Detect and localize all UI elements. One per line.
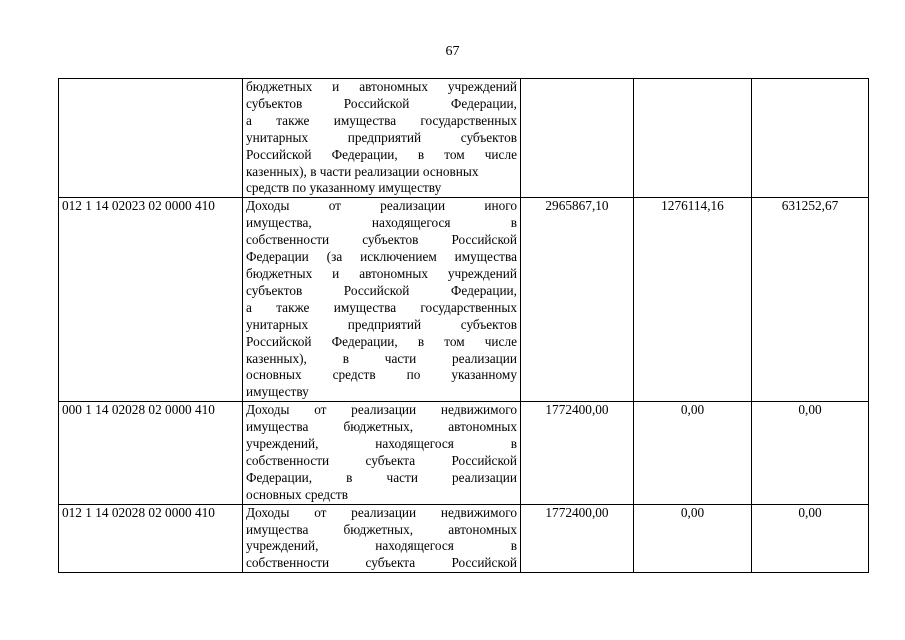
revenue-name-line: Федерации, в части реализации <box>246 469 517 485</box>
budget-revenue-table <box>58 78 869 573</box>
revenue-name-line: унитарных предприятий субъектов <box>246 316 517 332</box>
amount-year2-cell: 1276114,16 <box>634 198 752 402</box>
revenue-name-line: казенных), в части реализации <box>246 350 517 366</box>
revenue-name-line: а также имущества государственных <box>246 299 517 315</box>
revenue-name-line: основных средств <box>246 486 348 502</box>
revenue-name-line: имущества бюджетных, автономных <box>246 521 517 537</box>
revenue-name-line: Российской Федерации, в том числе <box>246 333 517 349</box>
table-row <box>59 198 869 402</box>
revenue-name-line: Федерации (за исключением имущества <box>246 249 517 265</box>
revenue-name-line: субъектов Российской Федерации, <box>246 95 517 111</box>
revenue-name-line: собственности субъекта Российской <box>246 452 517 468</box>
amount-year1-cell: 1772400,00 <box>521 402 634 504</box>
page-number: 67 <box>445 44 460 59</box>
amount-year1-cell <box>521 79 634 198</box>
revenue-name-line: собственности субъектов Российской <box>246 232 517 248</box>
amount-year2-cell: 0,00 <box>634 402 752 504</box>
revenue-name-line: казенных), в части реализации основных <box>246 163 479 179</box>
table-row <box>59 79 869 198</box>
amount-year3-cell: 0,00 <box>752 402 869 504</box>
amount-year2-cell: 0,00 <box>634 504 752 573</box>
table-row <box>59 504 869 573</box>
revenue-name-line: имущества, находящегося в <box>246 215 517 231</box>
revenue-name-cell <box>243 198 521 402</box>
revenue-name-cell <box>243 79 521 198</box>
amount-year1-cell: 2965867,10 <box>521 198 634 402</box>
revenue-name-line: Доходы от реализации недвижимого <box>246 402 517 418</box>
revenue-name-line: субъектов Российской Федерации, <box>246 282 517 298</box>
revenue-name-cell <box>243 504 521 573</box>
budget-code-cell: 000 1 14 02028 02 0000 410 <box>59 402 243 504</box>
revenue-name-line: учреждений, находящегося в <box>246 538 517 554</box>
revenue-name-line: а также имущества государственных <box>246 112 517 128</box>
revenue-name-line: учреждений, находящегося в <box>246 436 517 452</box>
revenue-name-line: бюджетных и автономных учреждений <box>246 265 517 281</box>
revenue-name-line: собственности субъекта Российской <box>246 555 517 571</box>
amount-year3-cell: 0,00 <box>752 504 869 573</box>
revenue-name-line: имуществу <box>246 384 309 400</box>
amount-year1-cell: 1772400,00 <box>521 504 634 573</box>
revenue-name-line: Доходы от реализации иного <box>246 198 517 214</box>
budget-code-cell: 012 1 14 02028 02 0000 410 <box>59 504 243 573</box>
revenue-name-line: унитарных предприятий субъектов <box>246 129 517 145</box>
revenue-name-line: имущества бюджетных, автономных <box>246 419 517 435</box>
budget-code-cell: 012 1 14 02023 02 0000 410 <box>59 198 243 402</box>
amount-year2-cell <box>634 79 752 198</box>
revenue-name-line: Доходы от реализации недвижимого <box>246 504 517 520</box>
table-row <box>59 402 869 504</box>
budget-code-cell <box>59 79 243 198</box>
amount-year3-cell <box>752 79 869 198</box>
revenue-name-cell <box>243 402 521 504</box>
revenue-name-line: средств по указанному имуществу <box>246 180 442 196</box>
amount-year3-cell: 631252,67 <box>752 198 869 402</box>
revenue-name-line: бюджетных и автономных учреждений <box>246 79 517 94</box>
revenue-name-line: Российской Федерации, в том числе <box>246 146 517 162</box>
revenue-name-line: основных средств по указанному <box>246 367 517 383</box>
